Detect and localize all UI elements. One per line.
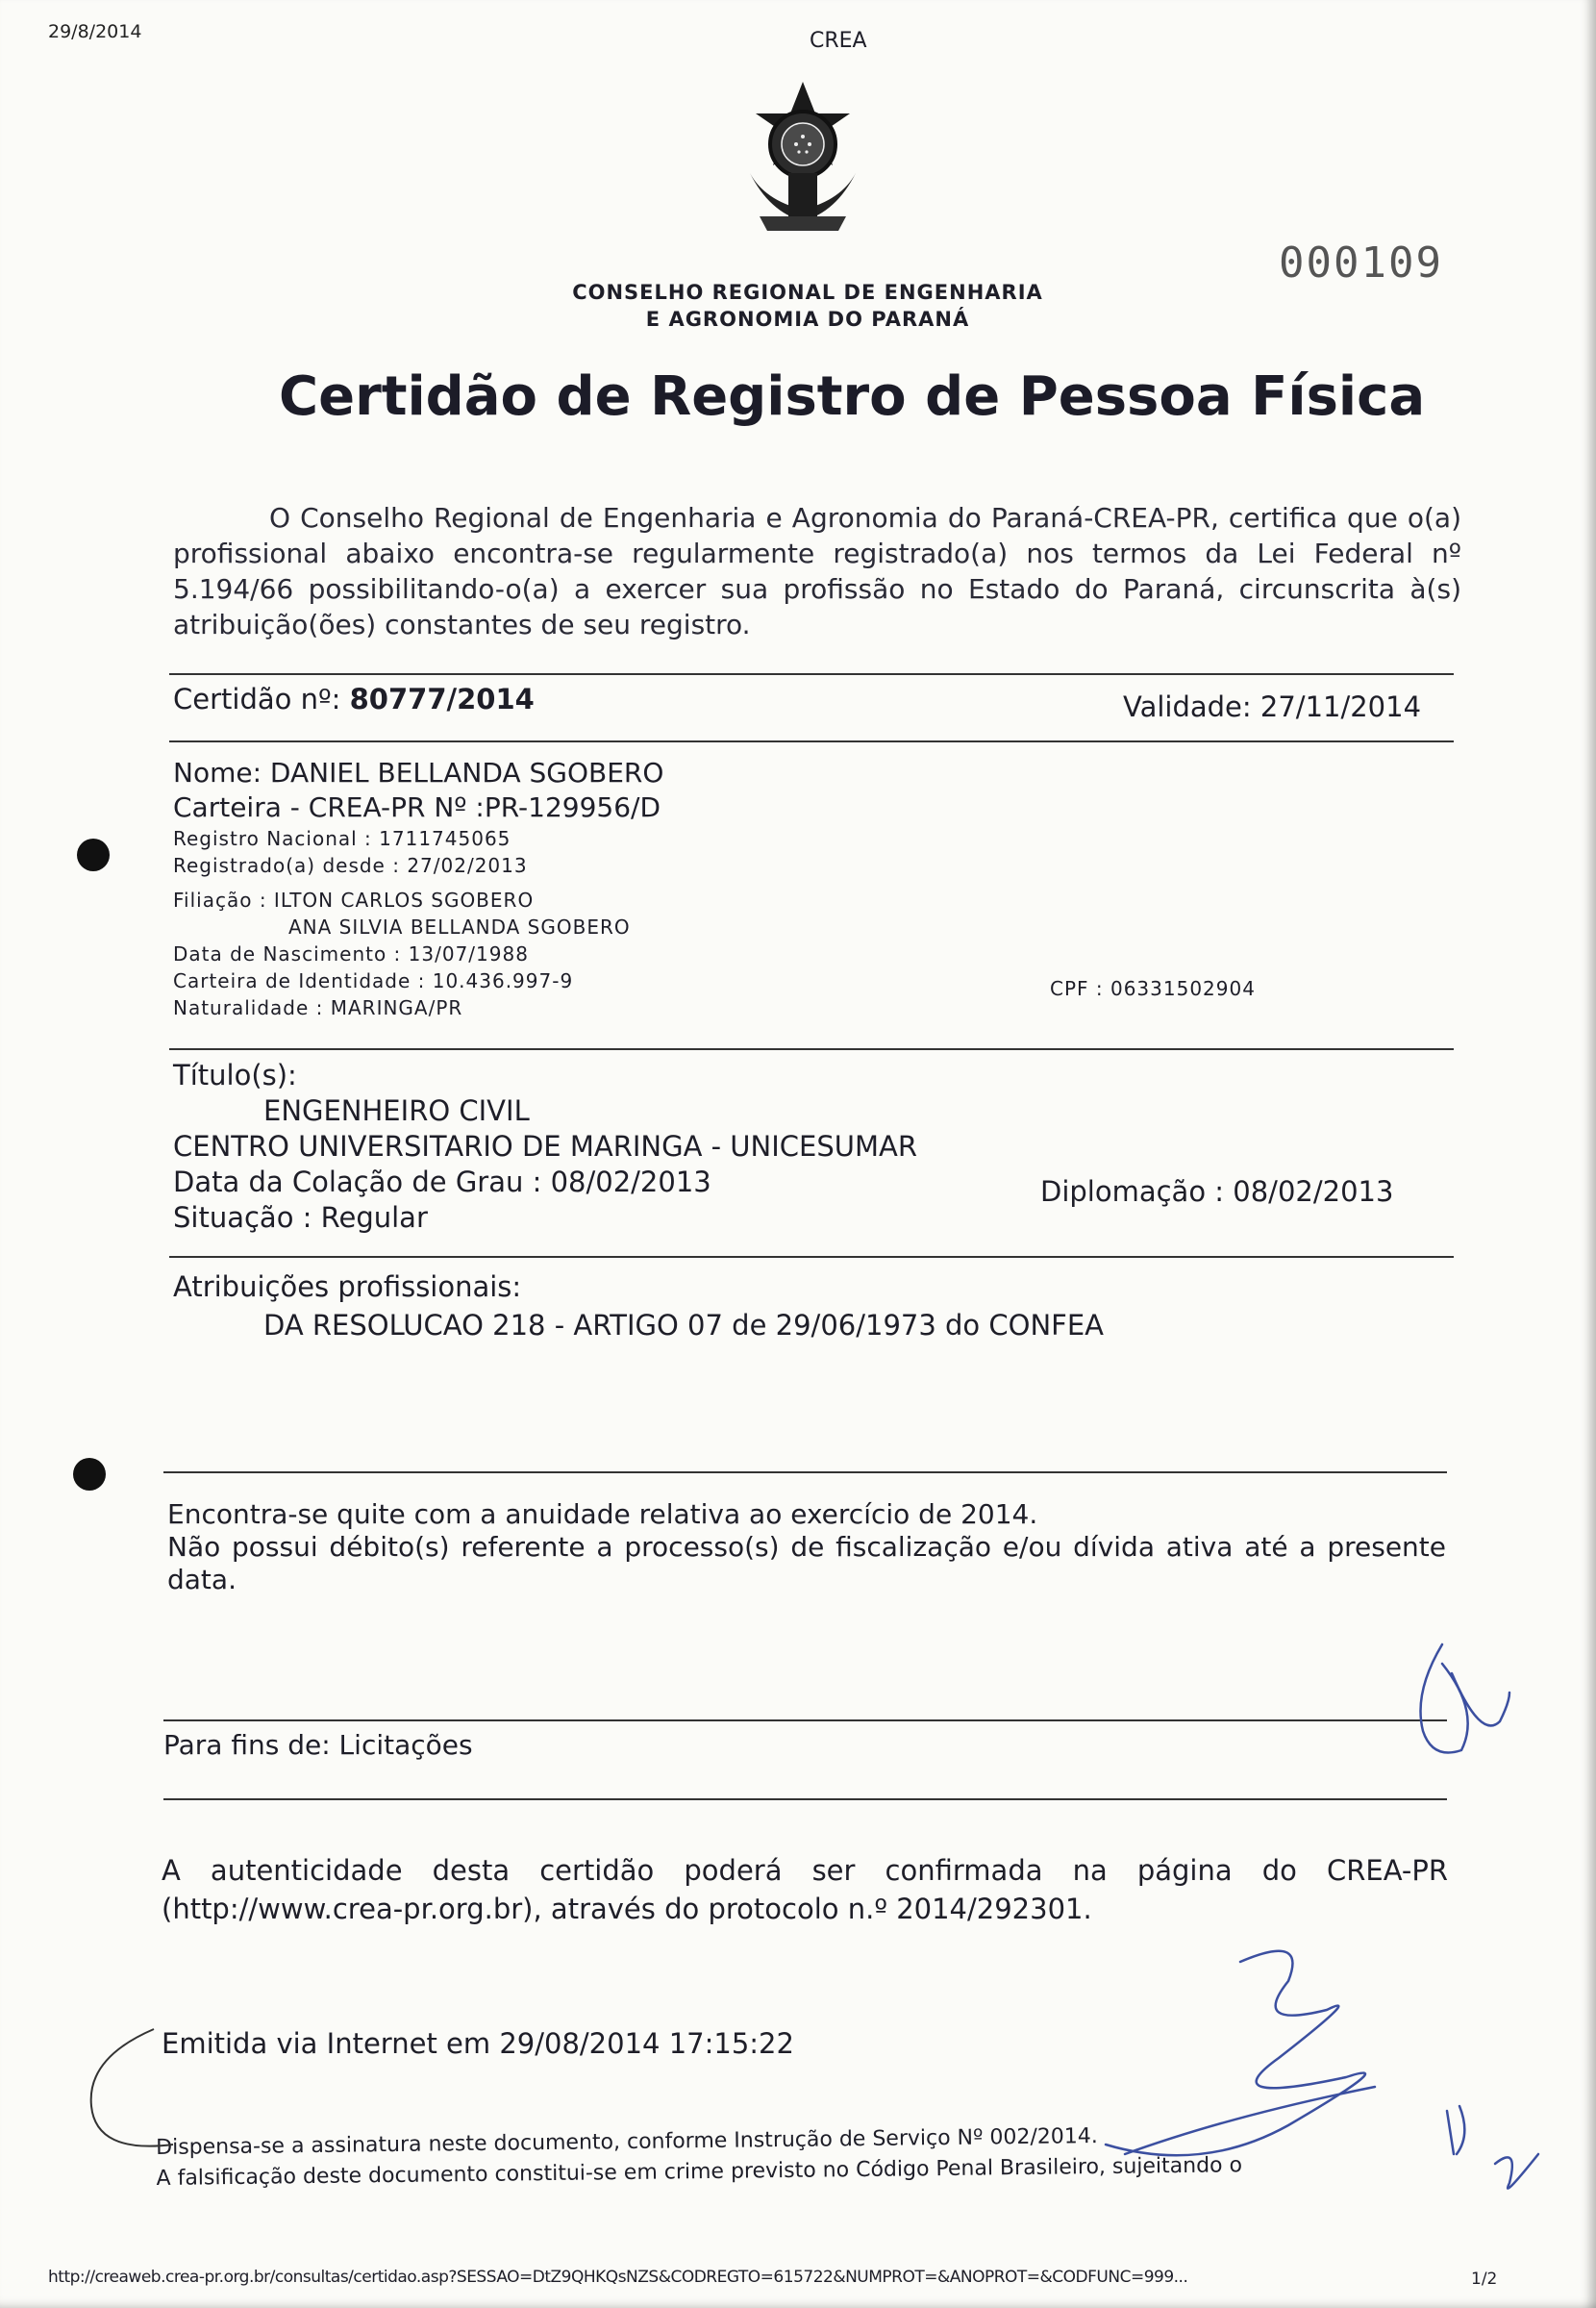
titles-heading: Título(s): [173,1059,297,1091]
diploma-date: Diplomação : 08/02/2013 [1040,1175,1394,1208]
birth-date: Data de Nascimento : 13/07/1988 [173,942,529,966]
serial-number: 000109 [1279,238,1443,288]
degree: ENGENHEIRO CIVIL [263,1094,530,1127]
certificate-number-label: Certidão nº: [173,683,341,715]
page-number: 1/2 [1471,2270,1498,2289]
attributions-text: DA RESOLUCAO 218 - ARTIGO 07 de 29/06/1973 do CONFEA [263,1309,1104,1342]
cpf: CPF : 06331502904 [1050,977,1256,1000]
disclaimer-line-2: A falsificação deste documento constitui-se em crime previsto no Código Penal Brasileiro, sujeitando o [156,2153,1243,2191]
footer-url: http://creaweb.crea-pr.org.br/consultas/certidao.asp?SESSAO=DtZ9QHKQsNZS&CODREGTO=615722&NUMPROT=&ANOPROT=&CODFUNC=999... [48,2268,1188,2287]
organization-line-2: E AGRONOMIA DO PARANÁ [645,308,970,331]
document-title: Certidão de Registro de Pessoa Física [279,365,1426,428]
issued-timestamp: Emitida via Internet em 29/08/2014 17:15:22 [162,2027,794,2060]
person-name: Nome: DANIEL BELLANDA SGOBERO [173,757,664,789]
national-registry: Registro Nacional : 1711745065 [173,827,511,850]
payment-status-line-2: Não possui débito(s) referente a processo(s) de fiscalização e/ou dívida ativa até a presente data. [167,1531,1446,1595]
registered-since: Registrado(a) desde : 27/02/2013 [173,854,528,877]
print-date: 29/8/2014 [48,21,142,42]
registration-status: Situação : Regular [173,1201,428,1234]
purpose: Para fins de: Licitações [163,1729,473,1761]
person-card: Carteira - CREA-PR Nº :PR-129956/D [173,791,661,823]
disclaimer-line-1: Dispensa-se a assinatura neste documento, conforme Instrução de Serviço Nº 002/2014. [156,2124,1098,2160]
organization-line-1: CONSELHO REGIONAL DE ENGENHARIA [572,281,1043,304]
certificate-number: 80777/2014 [349,683,535,715]
graduation-date: Data da Colação de Grau : 08/02/2013 [173,1166,711,1198]
id-card: Carteira de Identidade : 10.436.997-9 [173,969,574,992]
payment-status-line-1: Encontra-se quite com a anuidade relativa ao exercício de 2014. [167,1498,1038,1530]
validity-date: 27/11/2014 [1259,690,1422,723]
attributions-heading: Atribuições profissionais: [173,1270,522,1303]
intro-text: O Conselho Regional de Engenharia e Agronomia do Paraná-CREA-PR, certifica que o(a) profissional abaixo encontra-se regularmente registrado(a) nos termos da Lei Federal nº 5.194/66 possibilitando-o(a) a exercer sua profissão no Estado do Paraná, circunscrita à(s) atribuição(ões) constantes de seu registro. [173,502,1461,640]
naturality: Naturalidade : MARINGA/PR [173,996,463,1019]
institution: CENTRO UNIVERSITARIO DE MARINGA - UNICESUMAR [173,1130,917,1163]
print-site-title: CREA [810,29,867,53]
authenticity-notice: A autenticidade desta certidão poderá ser confirmada na página do CREA-PR (http://www.crea-pr.org.br), através do protocolo n.º 2014/292301. [162,1854,1448,1925]
filiation-mother: ANA SILVIA BELLANDA SGOBERO [288,916,631,939]
validity-label: Validade: [1123,690,1252,723]
filiation-father: Filiação : ILTON CARLOS SGOBERO [173,889,535,912]
